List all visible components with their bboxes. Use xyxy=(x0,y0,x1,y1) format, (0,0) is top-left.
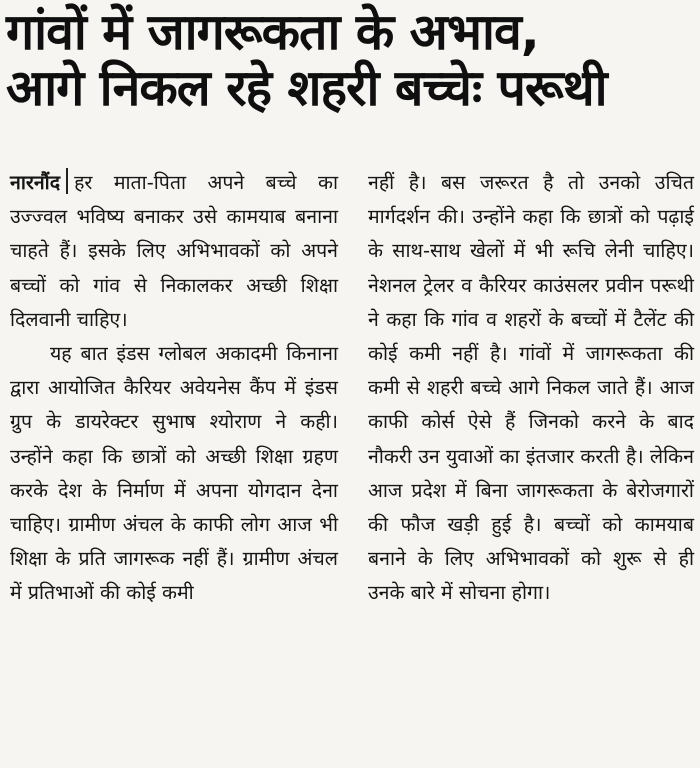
article-paragraph-1 xyxy=(10,166,338,337)
headline-line-1: गांवों में जागरूकता के अभाव, xyxy=(6,3,539,61)
dateline-separator xyxy=(66,168,68,194)
article-column-right xyxy=(368,166,694,611)
paragraph-1-text: हर माता-पिता अपने बच्चे का उज्ज्वल भविष्य बनाकर उसे कामयाब बनाना चाहते हैं। इसके लिए अभिभावकों को अपने बच्चों को गांव से निकालकर अच्छी शिक्षा दिलवानी चाहिए। xyxy=(10,171,338,331)
headline xyxy=(6,4,696,116)
dateline: नारनौंद xyxy=(10,171,61,194)
article-column-left xyxy=(10,166,338,611)
headline-line-2: आगे निकल रहे शहरी बच्चेः परूथी xyxy=(6,59,607,117)
article-paragraph-2: यह बात इंडस ग्लोबल अकादमी किनाना द्वारा आयोजित कैरियर अवेयनेस कैंप में इंडस ग्रुप के डायरेक्टर सुभाष श्योराण ने कही। उन्होंने कहा कि छात्रों को अच्छी शिक्षा ग्रहण करके देश के निर्माण में अपना योगदान देना चाहिए। ग्रामीण अंचल के काफी लोग आज भी शिक्षा के प्रति जागरूक नहीं हैं। ग्रामीण अंचल में प्रतिभाओं की कोई कमी xyxy=(10,342,338,605)
article-paragraph-3: नहीं है। बस जरूरत है तो उनको उचित मार्गदर्शन की। उन्होंने कहा कि छात्रों को पढ़ाई के साथ-साथ खेलों में भी रूचि लेनी चाहिए। नेशनल ट्रेलर व कैरियर काउंसलर प्रवीन परूथी ने कहा कि गांव व शहरों के बच्चों में टैलेंट की कोई कमी नहीं है। गांवों में जागरूकता की कमी से शहरी बच्चे आगे निकल जाते हैं। आज काफी कोर्स ऐसे हैं जिनको करने के बाद नौकरी उन युवाओं का इंतजार करती है। लेकिन आज प्रदेश में बिना जागरूकता के बेरोजगारों की फौज खड़ी हुई है। बच्चों को कामयाब बनाने के लिए अभिभावकों को शुरू से ही उनके बारे में सोचना होगा। xyxy=(368,171,694,605)
